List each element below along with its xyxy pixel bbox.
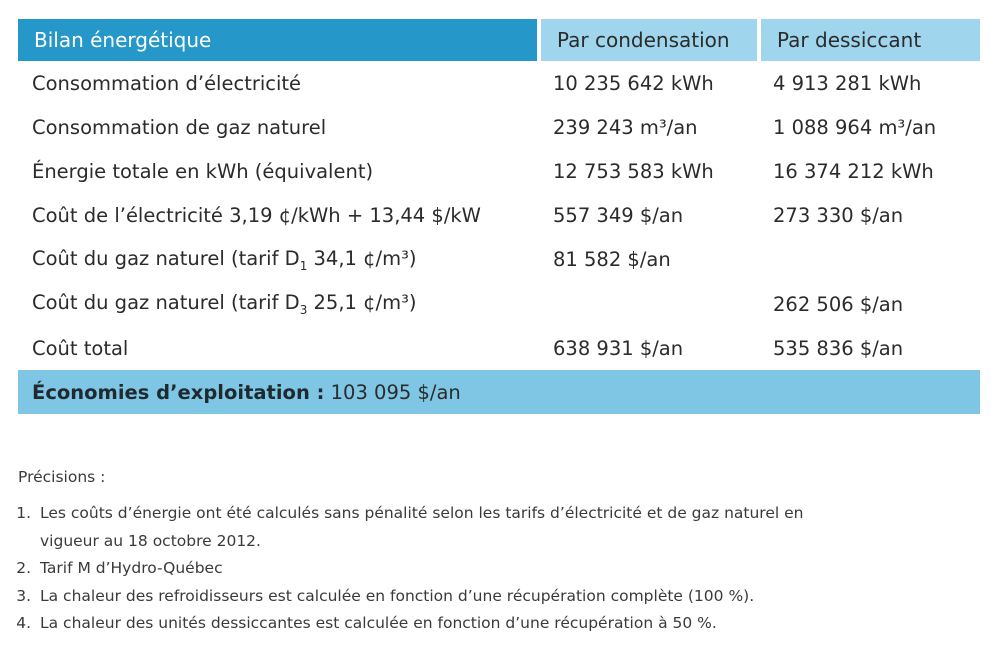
energy-balance-table (18, 19, 980, 414)
value-condensation: 239 243 m³/an (553, 115, 698, 139)
value-dessiccant: 535 836 $/an (773, 336, 904, 360)
notes-title: Précisions : (18, 468, 106, 486)
value-dessiccant: 16 374 212 kWh (773, 159, 934, 183)
value-condensation: 81 582 $/an (553, 248, 671, 272)
value-condensation: 10 235 642 kWh (553, 71, 714, 95)
list-item: 3. La chaleur des refroidisseurs est calculée en fonction d’une récupération complète (100 %). (36, 583, 978, 611)
savings-cell (18, 370, 980, 414)
label-suffix: 34,1 ¢/m³) (307, 246, 417, 270)
table-row (18, 149, 980, 193)
label-subscript: 1 (299, 258, 308, 273)
label-subscript: 3 (299, 302, 308, 317)
notes-list (18, 500, 978, 638)
value-condensation: 638 931 $/an (553, 336, 684, 360)
row-label (18, 238, 539, 282)
header-condensation: Par condensation (539, 19, 759, 61)
row-label: Énergie totale en kWh (équivalent) (32, 159, 374, 183)
list-item: 2. Tarif M d’Hydro-Québec (36, 555, 978, 583)
row-label (18, 282, 539, 326)
row-label: Coût de l’électricité 3,19 ¢/kWh + 13,44 $/kW (32, 204, 481, 228)
savings-value: 103 095 $/an (330, 380, 461, 404)
label-prefix: Coût du gaz naturel (tarif D (32, 291, 300, 315)
value-dessiccant: 262 506 $/an (773, 292, 904, 316)
table-row (18, 326, 980, 370)
value-condensation: 557 349 $/an (553, 204, 684, 228)
notes-section (18, 468, 978, 638)
value-dessiccant: 273 330 $/an (773, 204, 904, 228)
value-dessiccant: 1 088 964 m³/an (773, 115, 937, 139)
value-dessiccant (759, 238, 980, 282)
table-header-row (18, 19, 980, 61)
row-label: Consommation d’électricité (32, 71, 302, 95)
savings-label: Économies d’exploitation : (32, 380, 325, 404)
savings-row (18, 370, 980, 414)
header-dessiccant: Par dessiccant (759, 19, 980, 61)
value-condensation: 12 753 583 kWh (553, 159, 714, 183)
list-item: 1. Les coûts d’énergie ont été calculés sans pénalité selon les tarifs d’électricité et de gaz naturel en vigueur au 18 octobre 2012. (36, 500, 978, 555)
table-row (18, 238, 980, 282)
table-row (18, 105, 980, 149)
table-row (18, 282, 980, 326)
table-row (18, 61, 980, 105)
list-item: 4. La chaleur des unités dessiccantes est calculée en fonction d’une récupération à 50 %. (36, 610, 978, 638)
row-label: Coût total (32, 336, 129, 360)
value-condensation (539, 282, 759, 326)
label-prefix: Coût du gaz naturel (tarif D (32, 246, 300, 270)
table-row (18, 194, 980, 238)
row-label: Consommation de gaz naturel (32, 115, 327, 139)
value-dessiccant: 4 913 281 kWh (773, 71, 922, 95)
label-suffix: 25,1 ¢/m³) (307, 291, 417, 315)
header-bilan: Bilan énergétique (18, 19, 539, 61)
